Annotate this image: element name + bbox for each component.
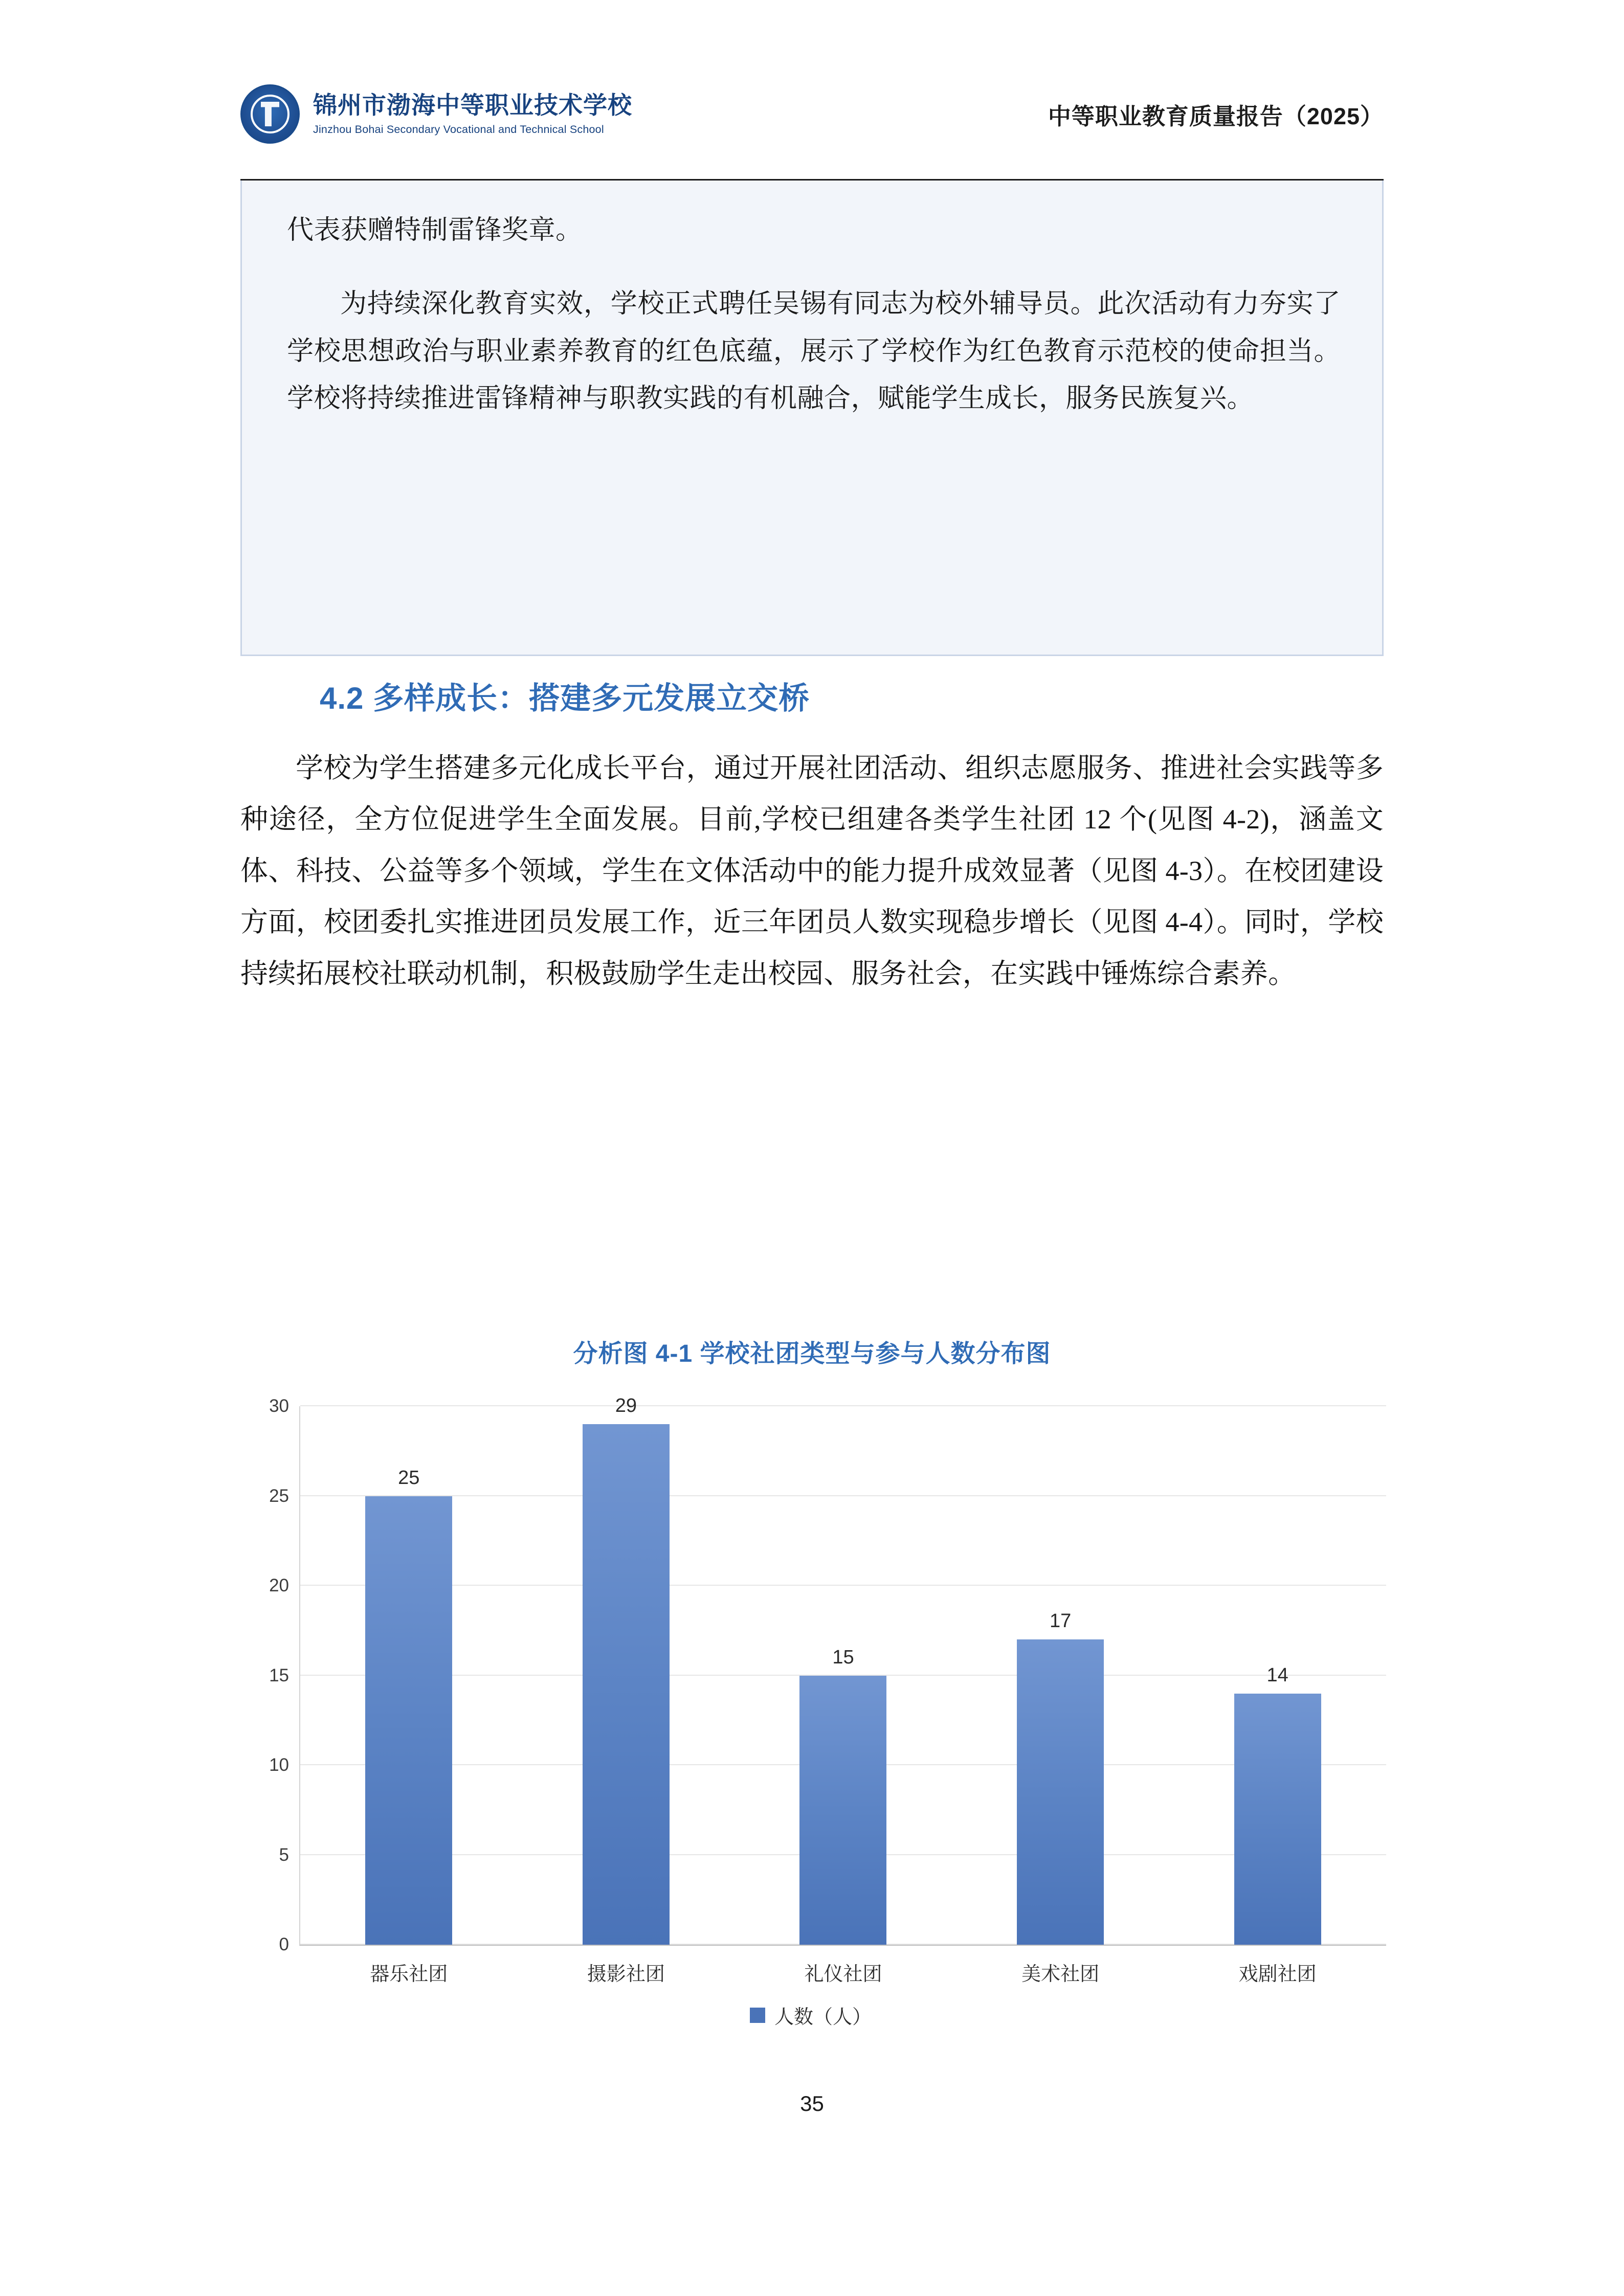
section-heading: 4.2 多样成长：搭建多元发展立交桥 [320, 681, 810, 715]
chart-x-tick-label: 摄影社团 [587, 1964, 665, 1985]
page-number: 35 [800, 2091, 824, 2115]
chart-bar [365, 1496, 452, 1945]
chart-bars [300, 1395, 1386, 1985]
chart-x-tick-label: 器乐社团 [370, 1964, 448, 1985]
report-title: 中等职业教育质量报告（2025） [1048, 103, 1384, 129]
chart-bar-value-label: 25 [398, 1467, 420, 1489]
chart-bar-value-label: 14 [1266, 1664, 1288, 1686]
section-body-paragraph: 学校为学生搭建多元化成长平台，通过开展社团活动、组织志愿服务、推进社会实践等多种途径，全方位促进学生全面发展。目前,学校已组建各类学生社团 12 个(见图 4-2)，涵盖文体、科技、公益等多个领域，学生在文体活动中的能力提升成效显著（见图 4-3）。在校团建设方面，校团委扎实推进团员发展工作，近三年团员人数实现稳步增长（见图 4-4）。同时，学校持续拓展校社联动机制，积极鼓励学生走出校园、服务社会，在实践中锤炼综合素养。 [240, 753, 1384, 989]
chart-bar-group [365, 1406, 452, 1985]
chart-plot-area [269, 1395, 1386, 1985]
school-name-en: Jinzhou Bohai Secondary Vocational and Technical School [313, 123, 604, 136]
chart-y-tick-label: 30 [269, 1396, 289, 1416]
highlight-callout-box [240, 181, 1384, 656]
chart-bar-value-label: 29 [615, 1395, 637, 1417]
chart-x-tick-label: 礼仪社团 [804, 1964, 882, 1985]
chart-y-tick-label: 5 [279, 1844, 289, 1865]
legend-label: 人数（人） [774, 2007, 872, 2028]
chart-bar [799, 1676, 886, 1945]
school-identity [240, 84, 632, 144]
bar-chart [220, 1395, 1401, 2028]
chart-y-tick-label: 20 [269, 1575, 289, 1595]
chart-bar-group [1234, 1406, 1321, 1985]
chart-x-tick-label: 美术社团 [1021, 1964, 1100, 1985]
legend-swatch-icon [750, 2008, 765, 2023]
chart-legend [220, 2001, 1401, 2029]
chart-y-tick-label: 10 [269, 1755, 289, 1775]
callout-paragraph: 为持续深化教育实效，学校正式聘任吴锡有同志为校外辅导员。此次活动有力夯实了学校思想政治与职业素养教育的红色底蕴，展示了学校作为红色教育示范校的使命担当。学校将持续推进雷锋精神与职教实践的有机融合，赋能学生成长，服务民族复兴。 [287, 289, 1341, 414]
chart-bar [1017, 1639, 1104, 1945]
page-header [240, 84, 1384, 161]
chart-bar-group [799, 1406, 886, 1985]
chart-y-tick-label: 15 [269, 1665, 289, 1685]
chart-title: 分析图 4-1 学校社团类型与参与人数分布图 [573, 1340, 1051, 1367]
chart-bar-value-label: 15 [832, 1646, 854, 1668]
chart-bar-group [1017, 1406, 1104, 1985]
chart-bar [583, 1424, 670, 1945]
callout-line-1: 代表获赠特制雷锋奖章。 [287, 216, 583, 245]
chart-x-tick-label: 戏剧社团 [1238, 1964, 1317, 1985]
chart-bar-value-label: 17 [1049, 1610, 1072, 1632]
chart-bar [1234, 1694, 1321, 1945]
chart-y-tick-label: 25 [269, 1485, 289, 1506]
chart-y-tick-label: 0 [279, 1934, 289, 1954]
school-name-block [313, 92, 632, 136]
chart-bar-group [583, 1395, 670, 1985]
school-name-cn: 锦州市渤海中等职业技术学校 [313, 92, 632, 119]
school-logo-icon [240, 84, 300, 144]
